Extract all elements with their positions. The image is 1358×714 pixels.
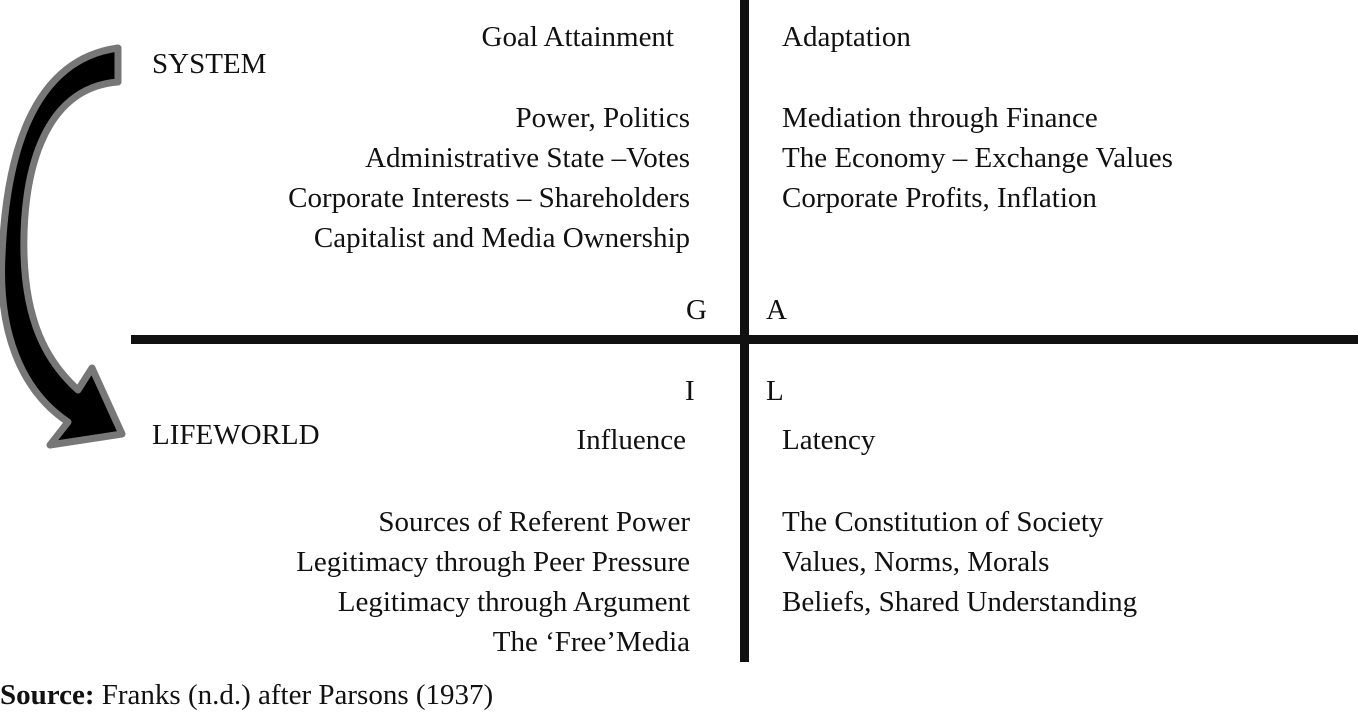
- latency-title: Latency: [782, 424, 876, 456]
- horizontal-axis: [131, 335, 1358, 344]
- source-label: Source:: [0, 679, 95, 711]
- letter-i: I: [685, 375, 695, 407]
- latency-list: [782, 502, 1137, 622]
- list-item: Corporate Interests – Shareholders: [288, 182, 690, 214]
- goal-attainment-list: [288, 98, 690, 258]
- adaptation-list: [782, 98, 1173, 218]
- goal-attainment-title: Goal Attainment: [481, 21, 674, 53]
- letter-a: A: [766, 294, 787, 326]
- letter-l: L: [766, 375, 784, 407]
- list-item: Mediation through Finance: [782, 102, 1098, 134]
- list-item: Administrative State –Votes: [365, 142, 690, 174]
- list-item: Values, Norms, Morals: [782, 546, 1050, 578]
- adaptation-title: Adaptation: [782, 21, 911, 53]
- vertical-axis: [740, 0, 749, 662]
- list-item: Sources of Referent Power: [378, 506, 690, 538]
- influence-list: [296, 502, 690, 662]
- list-item: Legitimacy through Argument: [337, 586, 690, 618]
- source-text: Franks (n.d.) after Parsons (1937): [94, 679, 494, 711]
- list-item: The ‘Free’Media: [492, 626, 690, 658]
- list-item: Legitimacy through Peer Pressure: [296, 546, 690, 578]
- curved-arrow-icon: [0, 40, 130, 460]
- list-item: Beliefs, Shared Understanding: [782, 586, 1138, 618]
- influence-title: Influence: [576, 424, 686, 456]
- system-label: SYSTEM: [152, 48, 267, 80]
- letter-g: G: [686, 294, 707, 326]
- list-item: The Economy – Exchange Values: [782, 142, 1173, 174]
- list-item: Power, Politics: [515, 102, 690, 134]
- lifeworld-label: LIFEWORLD: [152, 419, 320, 451]
- source-caption: [0, 678, 493, 712]
- curved-arrow-body: [2, 48, 122, 445]
- list-item: Corporate Profits, Inflation: [782, 182, 1097, 214]
- list-item: Capitalist and Media Ownership: [313, 222, 690, 254]
- list-item: The Constitution of Society: [782, 506, 1104, 538]
